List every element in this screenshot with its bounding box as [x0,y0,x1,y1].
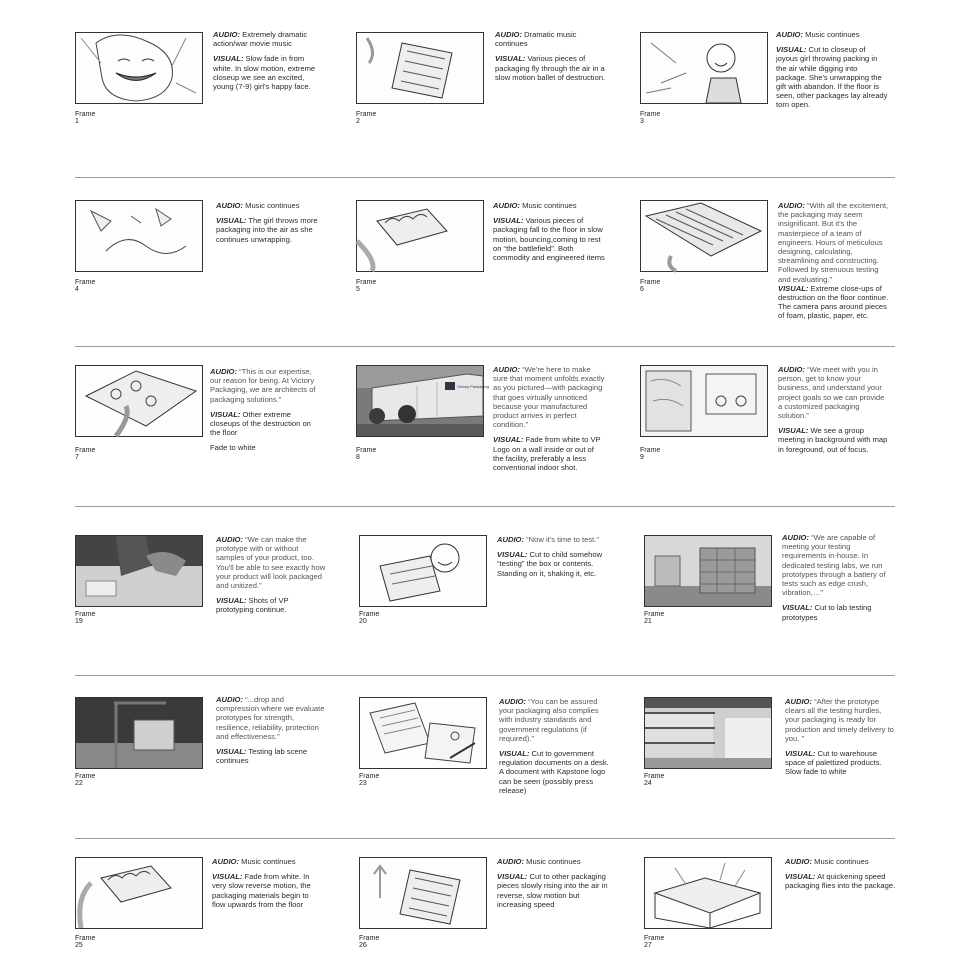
audio-key: AUDIO: [499,697,526,706]
frame-19-visual: Shots of VP prototyping continue. [216,596,289,615]
audio-key: AUDIO: [210,367,237,376]
frame-21-notes [782,533,894,628]
visual-key: VISUAL: [216,596,247,606]
frame-27-notes [785,857,897,897]
frame-9-label: Frame 9 [640,447,661,461]
frame-25-audio: Music continues [241,857,296,866]
frame-6-label: Frame 6 [640,279,661,293]
frame-27-thumbnail [644,857,772,929]
frame-4-audio: Music continues [245,201,300,210]
row-divider [75,838,895,839]
frame-20-notes [497,535,609,584]
frame-9-notes [778,365,890,460]
frame-26-notes [497,857,609,915]
frame-25-notes [212,857,324,915]
frame-3-thumbnail [640,32,768,104]
frame-19-thumbnail [75,535,203,607]
frame-23-visual: Cut to government regulation documents on a desk. A document with Kapstone logo can be seen (possibly press release) [499,749,609,795]
frame-26-visual: Cut to other packaging pieces slowly rising into the air in reverse, slow motion but increasing speed [497,872,608,909]
frame-1-thumbnail [75,32,203,104]
frame-24-label: Frame 24 [644,773,665,787]
frame-25-thumbnail [75,857,203,929]
frame-3-audio: Music continues [805,30,860,39]
frame-22-thumbnail [75,697,203,769]
visual-key: VISUAL: [497,872,528,882]
frame-6-visual: Extreme close-ups of destruction on the floor continue. The camera pans around pieces of foam, plastic, paper, etc. [778,283,889,321]
frame-1-visual: Slow fade in from white. In slow motion, extreme closeup we see an excited, young (7-9) girl's happy face. [213,54,316,92]
visual-key: VISUAL: [785,749,816,759]
frame-8-thumbnail [356,365,489,437]
frame-22-audio: “...drop and compression where we evaluate prototypes for strength, resilience, reliability, protection and effectiveness.” [216,695,325,741]
frame-22-visual: Testing lab scene continues [216,747,308,766]
frame-3-notes [776,30,888,116]
frame-24-audio: “After the prototype clears all the testing hurdles, your packaging is ready for production and timely delivery to you. ” [785,697,894,743]
frame-26-audio: Music continues [526,857,581,866]
frame-7-label: Frame 7 [75,447,96,461]
frame-6-audio: “With all the excitement, the packaging may seem insignificant. But it's the masterpiece of a team of engineers. Hours of meticulous designing, calculating, streamlining and constructing. Followed by strenuous testing and evaluating.” [778,201,889,284]
frame-22-notes [216,695,328,771]
frame-4-thumbnail [75,200,203,272]
frame-3-visual: Cut to closeup of joyous girl throwing packing in the air while digging into package. She's unwrapping the gift with abandon. If the floor is seen, other packages lay already torn open. [776,45,888,110]
frame-20-audio: “Now it's time to test.” [526,535,599,544]
audio-key: AUDIO: [216,535,243,544]
frame-8-audio: “We're here to make sure that moment unfolds exactly as you pictured—with packaging that goes virtually unnoticed because your manufactured product arrives in perfect condition.” [493,365,605,430]
row-divider [75,346,895,347]
frame-7-thumbnail [75,365,203,437]
frame-7-extra: Fade to white [210,443,256,453]
frame-2-label: Frame 2 [356,111,377,125]
frame-5-label: Frame 5 [356,279,377,293]
frame-20-visual: Cut to child somehow “testing” the box or contents. Standing on it, shaking it, etc. [497,550,603,578]
frame-20-thumbnail [359,535,487,607]
frame-2-visual: Various pieces of packaging fly through the air in a slow motion ballet of destruction. [495,54,606,82]
frame-21-thumbnail [644,535,772,607]
frame-2-notes [495,30,607,88]
frame-25-visual: Fade from white. In very slow reverse motion, the packaging materials begin to flow upwards from the floor [212,872,311,909]
frame-27-visual: At quickening speed packaging flies into the package. [785,872,896,891]
frame-19-label: Frame 19 [75,611,96,625]
frame-23-thumbnail [359,697,487,769]
frame-1-notes [213,30,323,97]
frame-8-notes [493,365,605,478]
audio-key: AUDIO: [497,857,524,866]
visual-key: VISUAL: [782,603,813,613]
frame-1-label: Frame 1 [75,111,96,125]
audio-key: AUDIO: [216,695,243,704]
audio-key: AUDIO: [776,30,803,39]
visual-key: VISUAL: [216,216,247,226]
frame-4-visual: The girl throws more packaging into the air as she continues unwrapping. [216,216,318,244]
frame-20-label: Frame 20 [359,611,380,625]
frame-9-visual: We see a group meeting in background with map in foreground, out of focus. [778,426,888,454]
frame-5-thumbnail [356,200,484,272]
visual-key: VISUAL: [497,550,528,560]
frame-23-audio: “You can be assured your packaging also complies with industry standards and government regulations (if required).” [499,697,599,743]
frame-19-notes [216,535,328,621]
frame-7-notes [210,367,322,459]
frame-21-audio: “We are capable of meeting your testing requirements in-house. In dedicated testing labs, we run prototypes through a battery of tests such as edge crush, vibration,…” [782,533,886,598]
visual-key: VISUAL: [213,54,244,64]
frame-23-label: Frame 23 [359,773,380,787]
row-divider [75,675,895,676]
frame-7-visual: Other extreme closeups of the destruction on the floor [210,409,311,438]
visual-key: VISUAL: [493,216,524,226]
frame-26-label: Frame 26 [359,935,380,949]
visual-key: VISUAL: [495,54,526,64]
frame-24-notes [785,697,897,783]
frame-24-visual: Cut to warehouse space of palettized products. Slow fade to white [785,749,882,777]
audio-key: AUDIO: [493,201,520,210]
visual-key: VISUAL: [212,872,243,882]
frame-27-label: Frame 27 [644,935,665,949]
frame-7-audio: “This is our expertise, our reason for being. At Victory Packaging, we are architects of packaging solutions.” [210,367,316,404]
visual-key: VISUAL: [778,283,809,293]
visual-key: VISUAL: [778,426,809,436]
frame-21-visual: Cut to lab testing prototypes [782,603,872,622]
audio-key: AUDIO: [778,365,805,374]
frame-2-audio: Dramatic music continues [495,30,577,49]
frame-9-audio: “We meet with you in person, get to know your business, and understand your project goals so we can provide a customized packaging solution.” [778,365,885,421]
frame-25-label: Frame 25 [75,935,96,949]
frame-22-label: Frame 22 [75,773,96,787]
frame-3-label: Frame 3 [640,111,661,125]
visual-key: VISUAL: [216,747,247,757]
frame-2-thumbnail [356,32,484,104]
visual-key: VISUAL: [210,409,241,419]
frame-8-visual: Fade from white to VP Logo on a wall inside or out of the facility, preferably a less conventional indoor shot. [493,435,601,473]
frame-4-label: Frame 4 [75,279,96,293]
audio-key: AUDIO: [782,533,809,542]
audio-key: AUDIO: [785,857,812,866]
frame-19-audio: “We can make the prototype with or without samples of your product, too. You'll be able to see exactly how your product will look packaged and unitized.” [216,535,326,591]
frame-27-audio: Music continues [814,857,869,866]
row-divider [75,506,895,507]
audio-key: AUDIO: [497,535,524,544]
frame-8-signage: Victory Packaging [457,384,489,389]
audio-key: AUDIO: [216,201,243,210]
frame-9-thumbnail [640,365,768,437]
frame-4-notes [216,201,328,250]
frame-21-label: Frame 21 [644,611,665,625]
frame-23-notes [499,697,611,801]
audio-key: AUDIO: [785,697,812,706]
visual-key: VISUAL: [493,435,524,445]
audio-key: AUDIO: [212,857,239,866]
frame-6-notes [778,201,890,327]
frame-5-visual: Various pieces of packaging fall to the floor in slow motion, bouncing,coming to rest on “the battlefield”. Both commodity and engineered items [493,216,605,263]
row-divider [75,177,895,178]
frame-1-audio: Extremely dramatic action/war movie music [213,30,308,49]
frame-24-thumbnail [644,697,772,769]
frame-5-audio: Music continues [522,201,577,210]
frame-6-thumbnail [640,200,768,272]
visual-key: VISUAL: [785,872,816,882]
frame-26-thumbnail [359,857,487,929]
audio-key: AUDIO: [493,365,520,374]
frame-5-notes [493,201,605,268]
visual-key: VISUAL: [776,45,807,55]
audio-key: AUDIO: [213,30,240,39]
audio-key: AUDIO: [778,201,805,210]
visual-key: VISUAL: [499,749,530,759]
audio-key: AUDIO: [495,30,522,39]
frame-8-label: Frame 8 [356,447,377,461]
